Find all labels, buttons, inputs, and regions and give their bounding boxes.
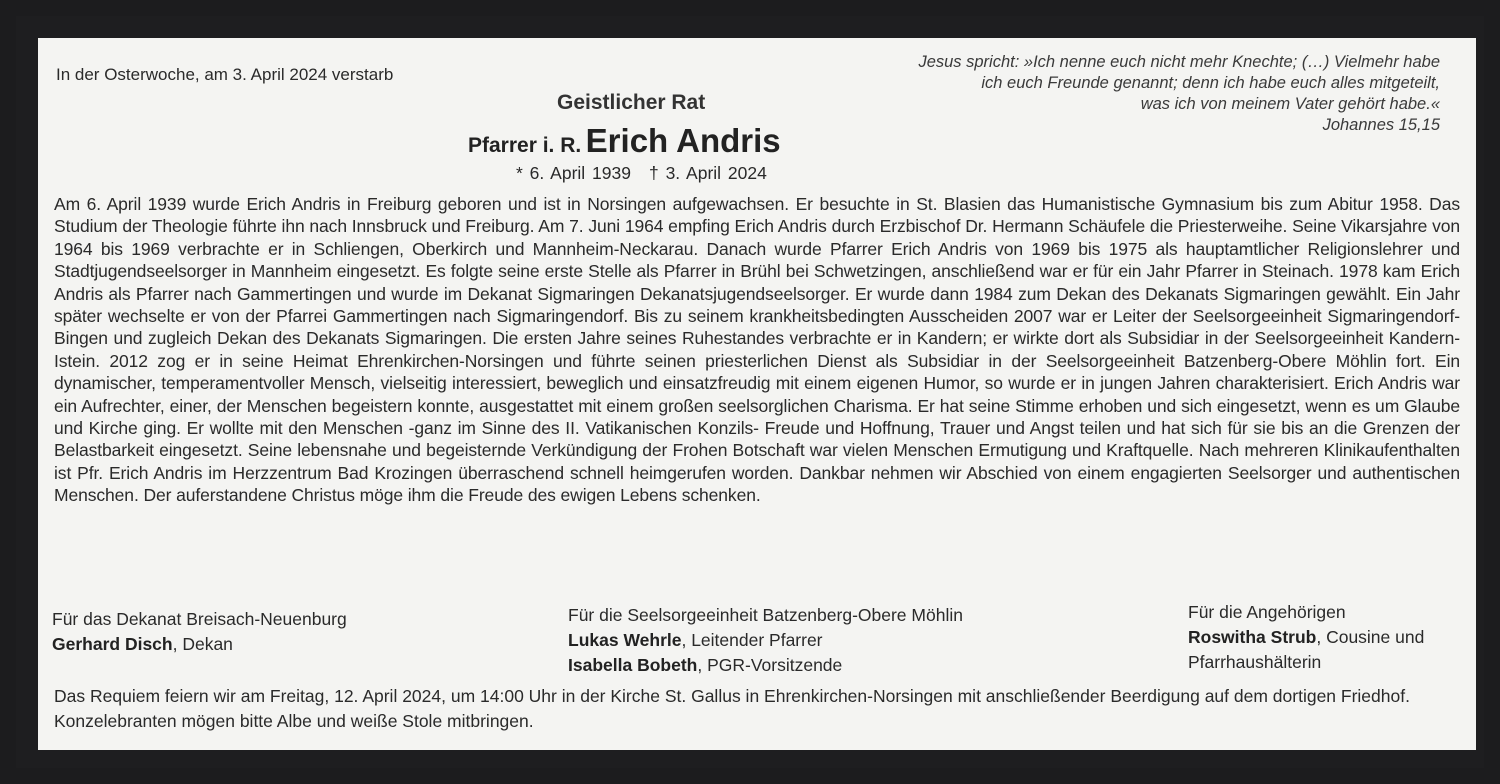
signatory-name: Lukas Wehrle bbox=[568, 630, 682, 650]
biography-text: Am 6. April 1939 wurde Erich Andris in Freiburg geboren und ist in Norsingen aufgewachsen. Er besuchte in St. Blasien das Humanistische Gymnasium bis zum Abitur 1958. Das Studium der Theologie führte ihn nach Innsbruck und Freiburg. Am 7. Juni 1964 empfing Erich Andris durch Erzbischof Dr. Hermann Schäufele die Priesterweihe. Seine Vikarsjahre von 1964 bis 1969 verbrachte er in Schliengen, Oberkirch und Mannheim-Neckarau. Danach wurde Pfarrer Erich Andris von 1969 bis 1975 als hauptamtlicher Religionslehrer und Stadtjugendseelsorger in Mannheim eingesetzt. Es folgte seine erste Stelle als Pfarrer in Brühl bei Schwetzingen, anschließend war er für ein Jahr Pfarrer in Steinach. 1978 kam Erich Andris als Pfarrer nach Gammertingen und wurde im Dekanat Sigmaringen Dekanatsjugendseelsorger. Er wurde dann 1984 zum Dekan des Dekanats Sigmaringen gewählt. Ein Jahr später wechselte er von der Pfarrei Gammertingen nach Sigmaringendorf. Bis zu seinem krankheitsbedingten Ausscheiden 2007 war er Leiter der Seelsorgeeinheit Sigmaringendorf-Bingen und zugleich Dekan des Dekanats Sigmaringen. Die ersten Jahre seines Ruhestandes verbrachte er in Kandern; er wirkte dort als Subsidiar in der Seelsorgeeinheit Kandern-Istein. 2012 zog er in seine Heimat Ehrenkirchen-Norsingen und führte seinen priesterlichen Dienst als Subsidiar in der Seelsorgeeinheit Batzenberg-Obere Möhlin fort. Ein dynamischer, temperamentvoller Mensch, vielseitig interessiert, beweglich und einsatzfreudig mit einem eigenen Humor, so wurde er in jungen Jahren charakterisiert. Erich Andris war ein Aufrechter, einer, der Menschen begeistern konnte, ausgestattet mit einem großen seelsorglichen Charisma. Er hat seine Stimme erhoben und sich eingesetzt, wenn es um Glaube und Kirche ging. Er wollte mit den Menschen -ganz im Sinne des II. Vatikanischen Konzils- Freude und Hoffnung, Trauer und Angst teilen und hat sich für sie bis an die Grenzen der Belastbarkeit eingesetzt. Seine lebensnahe und begeisternde Verkündigung der Frohen Botschaft war vielen Menschen Ermutigung und Kraftquelle. Nach mehreren Klinikaufenthalten ist Pfr. Erich Andris im Herzzentrum Bad Krozingen überraschend schnell heimgerufen worden. Dankbar nehmen wir Abschied von einem engagierten Seelsorger und authentischen Menschen. Der auferstandene Christus möge ihm die Freude des ewigen Lebens schenken. bbox=[54, 194, 1460, 506]
signatory-role: , Dekan bbox=[172, 634, 233, 654]
signature-dekanat bbox=[52, 607, 347, 657]
signature-angehoerige bbox=[1188, 600, 1424, 675]
obituary-notice bbox=[38, 38, 1476, 750]
quote-line: Jesus spricht: »Ich nenne euch nicht mehr Knechte; (…) Vielmehr habe bbox=[918, 53, 1440, 71]
signatory-role: , Cousine und bbox=[1316, 627, 1425, 647]
quote-reference: Johannes 15,15 bbox=[1322, 116, 1440, 134]
signature-org: Für die Seelsorgeeinheit Batzenberg-Obere Möhlin bbox=[568, 605, 963, 625]
signatory-role-continued: Pfarrhaushälterin bbox=[1188, 652, 1322, 672]
honorary-title: Geistlicher Rat bbox=[557, 91, 706, 114]
quote-line: ich euch Freunde genannt; denn ich habe euch alles mitgeteilt, bbox=[981, 74, 1440, 92]
quote-line: was ich von meinem Vater gehört habe.« bbox=[1140, 95, 1440, 113]
requiem-announcement: Das Requiem feiern wir am Freitag, 12. April 2024, um 14:00 Uhr in der Kirche St. Gallus in Ehrenkirchen-Norsingen mit anschließender Beerdigung auf dem dortigen Friedhof. Konzelebranten mögen bitte Albe und weiße Stole mitbringen. bbox=[54, 686, 1410, 731]
signatory-role: , PGR-Vorsitzende bbox=[697, 655, 843, 675]
life-dates bbox=[516, 163, 767, 184]
signature-seelsorgeeinheit bbox=[568, 603, 963, 678]
deceased-prefix: Pfarrer i. R. bbox=[468, 134, 582, 157]
birth-date: * 6. April 1939 bbox=[516, 163, 631, 183]
deceased-heading bbox=[468, 122, 781, 160]
deceased-name: Erich Andris bbox=[585, 122, 781, 159]
signatory-name: Isabella Bobeth bbox=[568, 655, 698, 675]
signatory-role: , Leitender Pfarrer bbox=[681, 630, 823, 650]
signature-org: Für die Angehörigen bbox=[1188, 602, 1346, 622]
intro-line: In der Osterwoche, am 3. April 2024 verstarb bbox=[56, 65, 394, 84]
signatory-name: Gerhard Disch bbox=[52, 634, 173, 654]
signature-org: Für das Dekanat Breisach-Neuenburg bbox=[52, 609, 347, 629]
signatory-name: Roswitha Strub bbox=[1188, 627, 1317, 647]
death-date: † 3. April 2024 bbox=[648, 163, 767, 183]
bible-quote bbox=[800, 52, 1440, 136]
